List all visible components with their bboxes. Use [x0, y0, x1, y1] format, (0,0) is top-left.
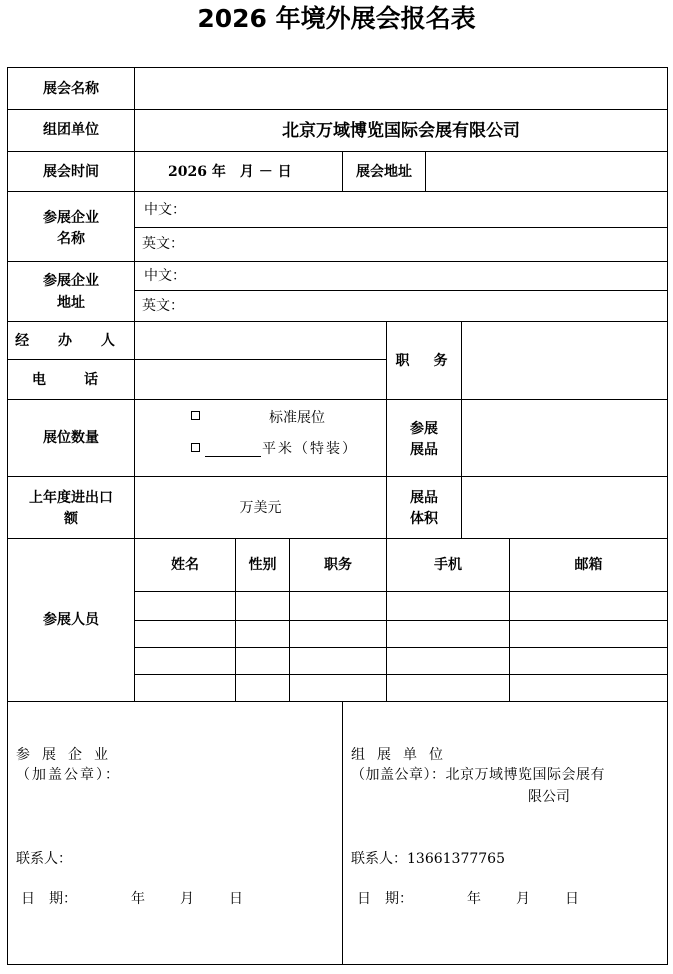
- organizer-date-day: 日: [565, 891, 579, 907]
- staff-label: 参展人员: [43, 612, 99, 628]
- special-booth-label: 平米（特装）: [262, 441, 358, 457]
- company-name-english-field[interactable]: [190, 228, 666, 260]
- staff-header-mobile: 手机: [434, 557, 462, 573]
- exhibitor-seal-label: （加盖公章）：: [16, 767, 121, 783]
- organizer-contact: 联系人：13661377765: [351, 851, 505, 867]
- exhibitor-signature-heading: 参展企业: [16, 747, 120, 763]
- staff-header-position: 职务: [324, 557, 352, 573]
- standard-booth-label: 标准展位: [269, 410, 325, 426]
- exhibitor-contact-label: 联系人：: [16, 851, 72, 867]
- export-label-line2: 额: [64, 511, 78, 527]
- exhibitor-date-month: 月: [180, 891, 194, 907]
- phone-field[interactable]: [136, 360, 385, 398]
- staff-row[interactable]: [136, 648, 666, 674]
- organizer-seal-label: （加盖公章）：北京万域博览国际会展有: [351, 767, 605, 783]
- exhibits-label-line1: 参展: [410, 421, 438, 437]
- organizer-date-label: 日 期：: [357, 891, 413, 907]
- exhibition-time-label: 展会时间: [43, 164, 99, 180]
- exhibition-name-label: 展会名称: [43, 81, 99, 97]
- staff-header-gender: 性别: [248, 557, 277, 573]
- booth-count-label: 展位数量: [43, 430, 99, 446]
- company-name-english-prefix: 英文：: [142, 236, 184, 252]
- export-unit: 万美元: [239, 500, 282, 516]
- standard-booth-checkbox[interactable]: [191, 411, 200, 420]
- organizer-value: 北京万域博览国际会展有限公司: [282, 121, 520, 141]
- staff-header-email: 邮箱: [574, 557, 603, 573]
- position-field[interactable]: [463, 322, 666, 398]
- volume-label-line2: 体积: [410, 511, 438, 527]
- export-label-line1: 上年度进出口: [29, 490, 113, 506]
- company-address-label-line1: 参展企业: [43, 273, 99, 289]
- handler-field[interactable]: [136, 322, 385, 359]
- company-address-chinese-prefix: 中文：: [144, 268, 186, 284]
- organizer-date-year: 年: [467, 891, 481, 907]
- organizer-label: 组团单位: [43, 122, 99, 138]
- square-meter-blank[interactable]: [205, 456, 261, 457]
- company-address-label-line2: 地址: [57, 295, 85, 311]
- volume-label-line1: 展品: [410, 490, 438, 506]
- organizer-seal-continued: 限公司: [528, 789, 570, 805]
- staff-row[interactable]: [136, 621, 666, 647]
- exhibition-time-value[interactable]: 2026 年 月 － 日: [168, 164, 292, 180]
- company-name-chinese-field[interactable]: [190, 192, 666, 226]
- exhibits-field[interactable]: [463, 400, 666, 475]
- company-address-english-prefix: 英文：: [142, 298, 184, 314]
- special-booth-checkbox[interactable]: [191, 443, 200, 452]
- position-label: 职 务: [395, 353, 453, 369]
- organizer-date-month: 月: [516, 891, 530, 907]
- company-name-label-line1: 参展企业: [43, 210, 99, 226]
- exhibition-name-field[interactable]: [136, 68, 666, 108]
- exhibitor-date-label: 日 期：: [21, 891, 77, 907]
- page-title: 2026 年境外展会报名表: [197, 4, 476, 33]
- exhibition-address-label: 展会地址: [356, 164, 412, 180]
- handler-label: 经 办 人: [15, 333, 127, 349]
- company-address-chinese-field[interactable]: [190, 262, 666, 290]
- exhibition-address-field[interactable]: [427, 152, 666, 190]
- phone-label: 电 话: [32, 372, 110, 388]
- company-name-chinese-prefix: 中文：: [144, 202, 186, 218]
- exhibits-label-line2: 展品: [410, 442, 438, 458]
- staff-row[interactable]: [136, 592, 666, 620]
- volume-field[interactable]: [463, 477, 666, 537]
- staff-header-name: 姓名: [171, 557, 199, 573]
- organizer-signature-heading: 组展单位: [351, 747, 455, 763]
- company-name-label-line2: 名称: [57, 231, 85, 247]
- exhibitor-date-year: 年: [131, 891, 145, 907]
- exhibitor-date-day: 日: [229, 891, 243, 907]
- company-address-english-field[interactable]: [190, 291, 666, 320]
- staff-row[interactable]: [136, 675, 666, 701]
